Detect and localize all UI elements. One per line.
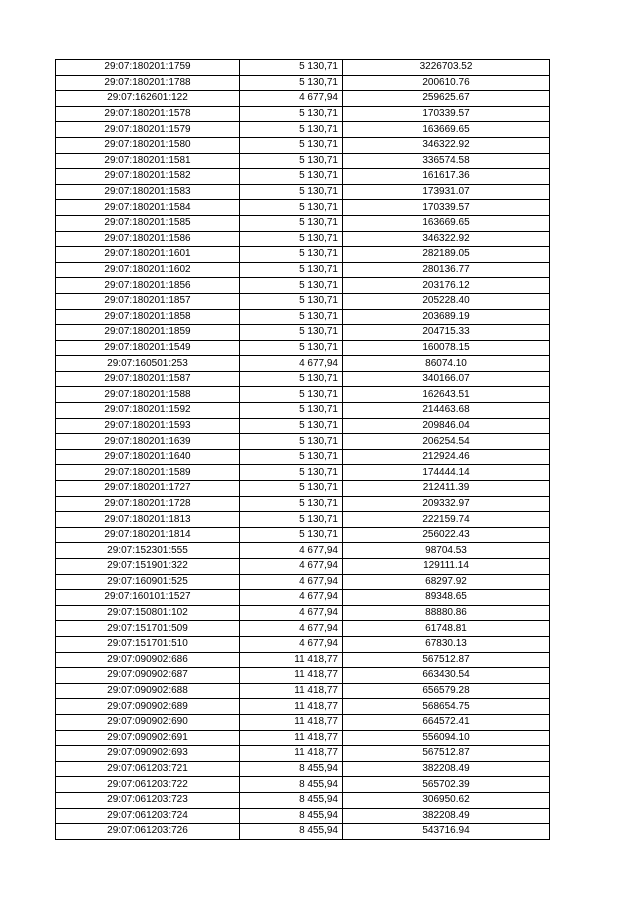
rate-cell: 5 130,71 (240, 106, 343, 122)
rate-cell: 8 455,94 (240, 808, 343, 824)
cadastral-number-cell: 29:07:180201:1588 (56, 387, 240, 403)
rate-cell: 4 677,94 (240, 559, 343, 575)
data-table (55, 59, 550, 840)
value-cell: 568654.75 (343, 699, 550, 715)
cadastral-number-cell: 29:07:180201:1727 (56, 481, 240, 497)
table-row (56, 792, 550, 808)
rate-cell: 8 455,94 (240, 777, 343, 793)
table-row (56, 418, 550, 434)
cadastral-number-cell: 29:07:180201:1859 (56, 325, 240, 341)
value-cell: 280136.77 (343, 262, 550, 278)
rate-cell: 11 418,77 (240, 730, 343, 746)
value-cell: 212924.46 (343, 449, 550, 465)
cadastral-number-cell: 29:07:152301:555 (56, 543, 240, 559)
table-row (56, 824, 550, 840)
table-row (56, 683, 550, 699)
rate-cell: 8 455,94 (240, 761, 343, 777)
value-cell: 173931.07 (343, 184, 550, 200)
value-cell: 214463.68 (343, 403, 550, 419)
cadastral-number-cell: 29:07:180201:1602 (56, 262, 240, 278)
cadastral-number-cell: 29:07:180201:1582 (56, 169, 240, 185)
cadastral-number-cell: 29:07:151901:322 (56, 559, 240, 575)
rate-cell: 4 677,94 (240, 621, 343, 637)
cadastral-number-cell: 29:07:180201:1586 (56, 231, 240, 247)
rate-cell: 5 130,71 (240, 153, 343, 169)
cadastral-number-cell: 29:07:180201:1857 (56, 293, 240, 309)
value-cell: 209846.04 (343, 418, 550, 434)
table-row (56, 137, 550, 153)
rate-cell: 5 130,71 (240, 215, 343, 231)
cadastral-number-cell: 29:07:160901:525 (56, 574, 240, 590)
value-cell: 67830.13 (343, 636, 550, 652)
cadastral-number-cell: 29:07:160501:253 (56, 356, 240, 372)
cadastral-number-cell: 29:07:160101:1527 (56, 590, 240, 606)
table-row (56, 481, 550, 497)
cadastral-number-cell: 29:07:061203:722 (56, 777, 240, 793)
table-row (56, 231, 550, 247)
table-row (56, 184, 550, 200)
table-row (56, 106, 550, 122)
rate-cell: 4 677,94 (240, 543, 343, 559)
rate-cell: 8 455,94 (240, 824, 343, 840)
cadastral-number-cell: 29:07:180201:1788 (56, 75, 240, 91)
rate-cell: 5 130,71 (240, 496, 343, 512)
value-cell: 61748.81 (343, 621, 550, 637)
value-cell: 256022.43 (343, 527, 550, 543)
table-row (56, 714, 550, 730)
value-cell: 203689.19 (343, 309, 550, 325)
cadastral-number-cell: 29:07:061203:724 (56, 808, 240, 824)
value-cell: 346322.92 (343, 137, 550, 153)
table-body (56, 60, 550, 840)
rate-cell: 5 130,71 (240, 527, 343, 543)
value-cell: 98704.53 (343, 543, 550, 559)
cadastral-number-cell: 29:07:180201:1640 (56, 449, 240, 465)
value-cell: 306950.62 (343, 792, 550, 808)
table-row (56, 340, 550, 356)
value-cell: 567512.87 (343, 652, 550, 668)
value-cell: 129111.14 (343, 559, 550, 575)
cadastral-number-cell: 29:07:180201:1579 (56, 122, 240, 138)
cadastral-number-cell: 29:07:180201:1589 (56, 465, 240, 481)
table-row (56, 652, 550, 668)
value-cell: 163669.65 (343, 122, 550, 138)
rate-cell: 5 130,71 (240, 231, 343, 247)
cadastral-number-cell: 29:07:180201:1856 (56, 278, 240, 294)
table-row (56, 403, 550, 419)
cadastral-number-cell: 29:07:180201:1592 (56, 403, 240, 419)
value-cell: 161617.36 (343, 169, 550, 185)
rate-cell: 4 677,94 (240, 636, 343, 652)
rate-cell: 5 130,71 (240, 387, 343, 403)
cadastral-number-cell: 29:07:180201:1593 (56, 418, 240, 434)
cadastral-number-cell: 29:07:180201:1583 (56, 184, 240, 200)
cadastral-number-cell: 29:07:180201:1639 (56, 434, 240, 450)
value-cell: 170339.57 (343, 106, 550, 122)
rate-cell: 5 130,71 (240, 75, 343, 91)
table-row (56, 465, 550, 481)
cadastral-number-cell: 29:07:090902:691 (56, 730, 240, 746)
table-row (56, 777, 550, 793)
value-cell: 209332.97 (343, 496, 550, 512)
value-cell: 68297.92 (343, 574, 550, 590)
table-row (56, 325, 550, 341)
table-row (56, 293, 550, 309)
table-row (56, 636, 550, 652)
value-cell: 382208.49 (343, 808, 550, 824)
rate-cell: 8 455,94 (240, 792, 343, 808)
table-row (56, 605, 550, 621)
table-row (56, 496, 550, 512)
rate-cell: 5 130,71 (240, 465, 343, 481)
cadastral-number-cell: 29:07:061203:723 (56, 792, 240, 808)
rate-cell: 5 130,71 (240, 403, 343, 419)
value-cell: 86074.10 (343, 356, 550, 372)
cadastral-number-cell: 29:07:162601:122 (56, 91, 240, 107)
value-cell: 567512.87 (343, 746, 550, 762)
value-cell: 160078.15 (343, 340, 550, 356)
cadastral-number-cell: 29:07:090902:693 (56, 746, 240, 762)
table-row (56, 761, 550, 777)
rate-cell: 5 130,71 (240, 325, 343, 341)
rate-cell: 11 418,77 (240, 699, 343, 715)
value-cell: 336574.58 (343, 153, 550, 169)
rate-cell: 5 130,71 (240, 262, 343, 278)
cadastral-number-cell: 29:07:180201:1587 (56, 371, 240, 387)
value-cell: 382208.49 (343, 761, 550, 777)
rate-cell: 4 677,94 (240, 574, 343, 590)
table-row (56, 247, 550, 263)
value-cell: 663430.54 (343, 668, 550, 684)
table-row (56, 746, 550, 762)
cadastral-number-cell: 29:07:180201:1601 (56, 247, 240, 263)
rate-cell: 5 130,71 (240, 418, 343, 434)
value-cell: 162643.51 (343, 387, 550, 403)
table-row (56, 153, 550, 169)
rate-cell: 11 418,77 (240, 668, 343, 684)
value-cell: 656579.28 (343, 683, 550, 699)
cadastral-number-cell: 29:07:180201:1759 (56, 60, 240, 76)
value-cell: 205228.40 (343, 293, 550, 309)
rate-cell: 11 418,77 (240, 652, 343, 668)
table-row (56, 434, 550, 450)
rate-cell: 4 677,94 (240, 356, 343, 372)
rate-cell: 11 418,77 (240, 714, 343, 730)
value-cell: 3226703.52 (343, 60, 550, 76)
value-cell: 543716.94 (343, 824, 550, 840)
table-row (56, 590, 550, 606)
cadastral-number-cell: 29:07:180201:1728 (56, 496, 240, 512)
value-cell: 89348.65 (343, 590, 550, 606)
value-cell: 346322.92 (343, 231, 550, 247)
table-row (56, 122, 550, 138)
table-row (56, 75, 550, 91)
rate-cell: 5 130,71 (240, 371, 343, 387)
table-row (56, 543, 550, 559)
cadastral-number-cell: 29:07:180201:1580 (56, 137, 240, 153)
rate-cell: 5 130,71 (240, 449, 343, 465)
table-row (56, 356, 550, 372)
value-cell: 206254.54 (343, 434, 550, 450)
cadastral-number-cell: 29:07:061203:721 (56, 761, 240, 777)
cadastral-number-cell: 29:07:180201:1581 (56, 153, 240, 169)
rate-cell: 5 130,71 (240, 309, 343, 325)
value-cell: 282189.05 (343, 247, 550, 263)
rate-cell: 4 677,94 (240, 605, 343, 621)
table-row (56, 574, 550, 590)
table-row (56, 449, 550, 465)
cadastral-number-cell: 29:07:180201:1585 (56, 215, 240, 231)
rate-cell: 5 130,71 (240, 340, 343, 356)
table-row (56, 371, 550, 387)
table-row (56, 559, 550, 575)
cadastral-number-cell: 29:07:151701:509 (56, 621, 240, 637)
table-row (56, 309, 550, 325)
cadastral-number-cell: 29:07:090902:687 (56, 668, 240, 684)
cadastral-number-cell: 29:07:180201:1578 (56, 106, 240, 122)
cadastral-number-cell: 29:07:180201:1814 (56, 527, 240, 543)
value-cell: 212411.39 (343, 481, 550, 497)
rate-cell: 5 130,71 (240, 169, 343, 185)
cadastral-number-cell: 29:07:180201:1584 (56, 200, 240, 216)
value-cell: 170339.57 (343, 200, 550, 216)
cadastral-number-cell: 29:07:180201:1549 (56, 340, 240, 356)
table-row (56, 60, 550, 76)
rate-cell: 11 418,77 (240, 683, 343, 699)
value-cell: 556094.10 (343, 730, 550, 746)
rate-cell: 11 418,77 (240, 746, 343, 762)
table-row (56, 621, 550, 637)
table-row (56, 512, 550, 528)
table-row (56, 387, 550, 403)
cadastral-number-cell: 29:07:090902:689 (56, 699, 240, 715)
cadastral-number-cell: 29:07:180201:1813 (56, 512, 240, 528)
value-cell: 664572.41 (343, 714, 550, 730)
rate-cell: 5 130,71 (240, 122, 343, 138)
table-row (56, 278, 550, 294)
rate-cell: 5 130,71 (240, 60, 343, 76)
rate-cell: 4 677,94 (240, 91, 343, 107)
value-cell: 203176.12 (343, 278, 550, 294)
cadastral-number-cell: 29:07:090902:690 (56, 714, 240, 730)
table-row (56, 808, 550, 824)
value-cell: 88880.86 (343, 605, 550, 621)
cadastral-number-cell: 29:07:061203:726 (56, 824, 240, 840)
rate-cell: 5 130,71 (240, 278, 343, 294)
rate-cell: 5 130,71 (240, 293, 343, 309)
rate-cell: 5 130,71 (240, 512, 343, 528)
table-row (56, 91, 550, 107)
cadastral-number-cell: 29:07:180201:1858 (56, 309, 240, 325)
value-cell: 163669.65 (343, 215, 550, 231)
cadastral-number-cell: 29:07:090902:688 (56, 683, 240, 699)
value-cell: 222159.74 (343, 512, 550, 528)
table-row (56, 668, 550, 684)
rate-cell: 5 130,71 (240, 137, 343, 153)
value-cell: 200610.76 (343, 75, 550, 91)
table-row (56, 527, 550, 543)
cadastral-number-cell: 29:07:151701:510 (56, 636, 240, 652)
rate-cell: 5 130,71 (240, 247, 343, 263)
value-cell: 259625.67 (343, 91, 550, 107)
table-row (56, 200, 550, 216)
rate-cell: 5 130,71 (240, 200, 343, 216)
table-row (56, 730, 550, 746)
table-row (56, 699, 550, 715)
table-row (56, 262, 550, 278)
cadastral-number-cell: 29:07:090902:686 (56, 652, 240, 668)
value-cell: 565702.39 (343, 777, 550, 793)
cadastral-number-cell: 29:07:150801:102 (56, 605, 240, 621)
table-row (56, 169, 550, 185)
table-row (56, 215, 550, 231)
rate-cell: 5 130,71 (240, 434, 343, 450)
value-cell: 174444.14 (343, 465, 550, 481)
rate-cell: 5 130,71 (240, 184, 343, 200)
value-cell: 340166.07 (343, 371, 550, 387)
rate-cell: 5 130,71 (240, 481, 343, 497)
value-cell: 204715.33 (343, 325, 550, 341)
rate-cell: 4 677,94 (240, 590, 343, 606)
